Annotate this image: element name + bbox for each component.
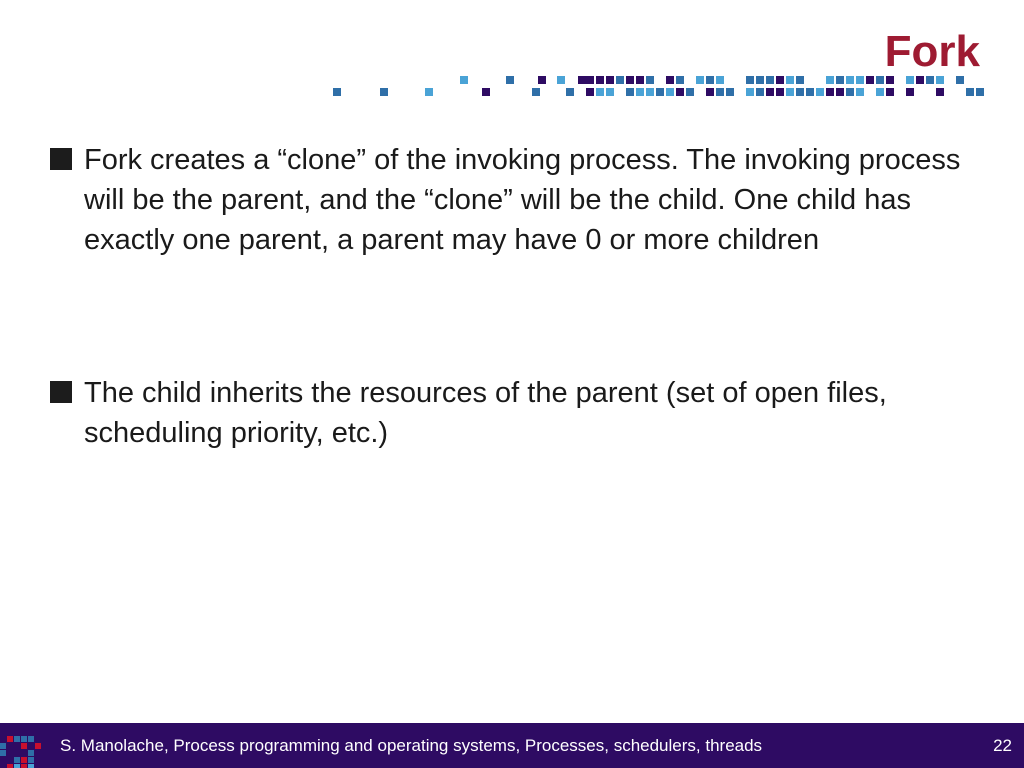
- pixel-square: [676, 88, 684, 96]
- pixel-square: [666, 76, 674, 84]
- pixel-square: [866, 76, 874, 84]
- pixel-square: [686, 88, 694, 96]
- pixel-square: [425, 88, 433, 96]
- pixel-square: [557, 76, 565, 84]
- footer-text: S. Manolache, Process programming and operating systems, Processes, schedulers, threads: [60, 736, 763, 755]
- pixel-square: [906, 76, 914, 84]
- pixel-square: [756, 76, 764, 84]
- pixel-square: [706, 76, 714, 84]
- footer-bar: [0, 723, 1024, 768]
- pixel-square: [846, 76, 854, 84]
- pixel-square: [776, 88, 784, 96]
- logo-pixel: [21, 743, 27, 749]
- square-bullet-icon: [50, 381, 72, 403]
- logo-pixel: [14, 743, 20, 749]
- pixel-square: [586, 76, 594, 84]
- pixel-square: [606, 76, 614, 84]
- slide-title: Fork: [884, 27, 980, 76]
- pixel-square: [676, 76, 684, 84]
- pixel-square: [856, 76, 864, 84]
- pixel-square: [856, 88, 864, 96]
- pixel-square: [706, 88, 714, 96]
- bullet-item: [44, 140, 984, 260]
- logo-pixel: [14, 757, 20, 763]
- bullet-text: Fork creates a “clone” of the invoking process. The invoking process will be the parent, and the “clone” will be the child. One child has exactly one parent, a parent may have 0 or more children: [84, 144, 961, 256]
- pixel-square: [626, 88, 634, 96]
- pixel-square: [646, 76, 654, 84]
- logo-pixel: [7, 757, 13, 763]
- pixel-square: [916, 76, 924, 84]
- pixel-square: [586, 88, 594, 96]
- pixel-square: [876, 88, 884, 96]
- decorative-pixel-strip: [0, 0, 1024, 110]
- pixel-square: [886, 88, 894, 96]
- logo-pixel: [14, 736, 20, 742]
- pixel-square: [460, 76, 468, 84]
- logo-pixel: [35, 743, 41, 749]
- logo-pixel: [0, 743, 6, 749]
- pixel-square: [846, 88, 854, 96]
- pixel-square: [826, 88, 834, 96]
- pixel-square: [936, 76, 944, 84]
- pixel-square: [538, 76, 546, 84]
- pixel-square: [482, 88, 490, 96]
- pixel-square: [836, 76, 844, 84]
- logo-pixel: [21, 757, 27, 763]
- pixel-square: [786, 88, 794, 96]
- pixel-square: [532, 88, 540, 96]
- pixel-square: [666, 88, 674, 96]
- pixel-square: [906, 88, 914, 96]
- pixel-square: [566, 88, 574, 96]
- logo-pixel: [7, 743, 13, 749]
- bullet-text: The child inherits the resources of the parent (set of open files, scheduling priority, etc.): [84, 377, 887, 449]
- logo-pixel: [21, 736, 27, 742]
- pixel-square: [616, 76, 624, 84]
- pixel-square: [656, 88, 664, 96]
- slide-content: [44, 140, 984, 453]
- pixel-pattern-graphic: [0, 0, 1024, 110]
- pixel-square: [696, 76, 704, 84]
- pixel-square: [333, 88, 341, 96]
- pixel-square: [766, 88, 774, 96]
- pixel-square: [636, 88, 644, 96]
- pixel-square: [836, 88, 844, 96]
- pixel-square: [976, 88, 984, 96]
- pixel-square: [596, 76, 604, 84]
- pixel-square: [726, 88, 734, 96]
- pixel-square: [646, 88, 654, 96]
- pixel-square: [746, 76, 754, 84]
- square-bullet-icon: [50, 148, 72, 170]
- pixel-square: [926, 76, 934, 84]
- pixel-square: [966, 88, 974, 96]
- pixel-square: [636, 76, 644, 84]
- pixel-square: [816, 88, 824, 96]
- logo-pixel: [0, 750, 6, 756]
- pixel-square: [796, 88, 804, 96]
- logo-pixel: [28, 743, 34, 749]
- logo-pixel: [28, 750, 34, 756]
- pixel-square: [380, 88, 388, 96]
- pixel-gear-logo-icon: [0, 723, 44, 768]
- pixel-square: [626, 76, 634, 84]
- pixel-square: [716, 88, 724, 96]
- pixel-square: [806, 88, 814, 96]
- pixel-square: [936, 88, 944, 96]
- logo-pixel: [21, 764, 27, 768]
- logo-pixel: [7, 736, 13, 742]
- pixel-square: [606, 88, 614, 96]
- pixel-square: [826, 76, 834, 84]
- logo-pixel: [7, 764, 13, 768]
- logo-pixel: [14, 764, 20, 768]
- pixel-square: [956, 76, 964, 84]
- logo-pixel: [28, 764, 34, 768]
- logo-pixel: [35, 750, 41, 756]
- pixel-square: [886, 76, 894, 84]
- pixel-square: [796, 76, 804, 84]
- pixel-square: [746, 88, 754, 96]
- page-number: 22: [993, 736, 1012, 755]
- pixel-square: [786, 76, 794, 84]
- pixel-square: [578, 76, 586, 84]
- logo-pixel: [28, 736, 34, 742]
- pixel-square: [766, 76, 774, 84]
- pixel-square: [776, 76, 784, 84]
- logo-pixel: [7, 750, 13, 756]
- logo-pixel: [28, 757, 34, 763]
- pixel-square: [506, 76, 514, 84]
- pixel-square: [756, 88, 764, 96]
- bullet-item: [44, 373, 984, 453]
- pixel-square: [596, 88, 604, 96]
- pixel-square: [876, 76, 884, 84]
- pixel-square: [716, 76, 724, 84]
